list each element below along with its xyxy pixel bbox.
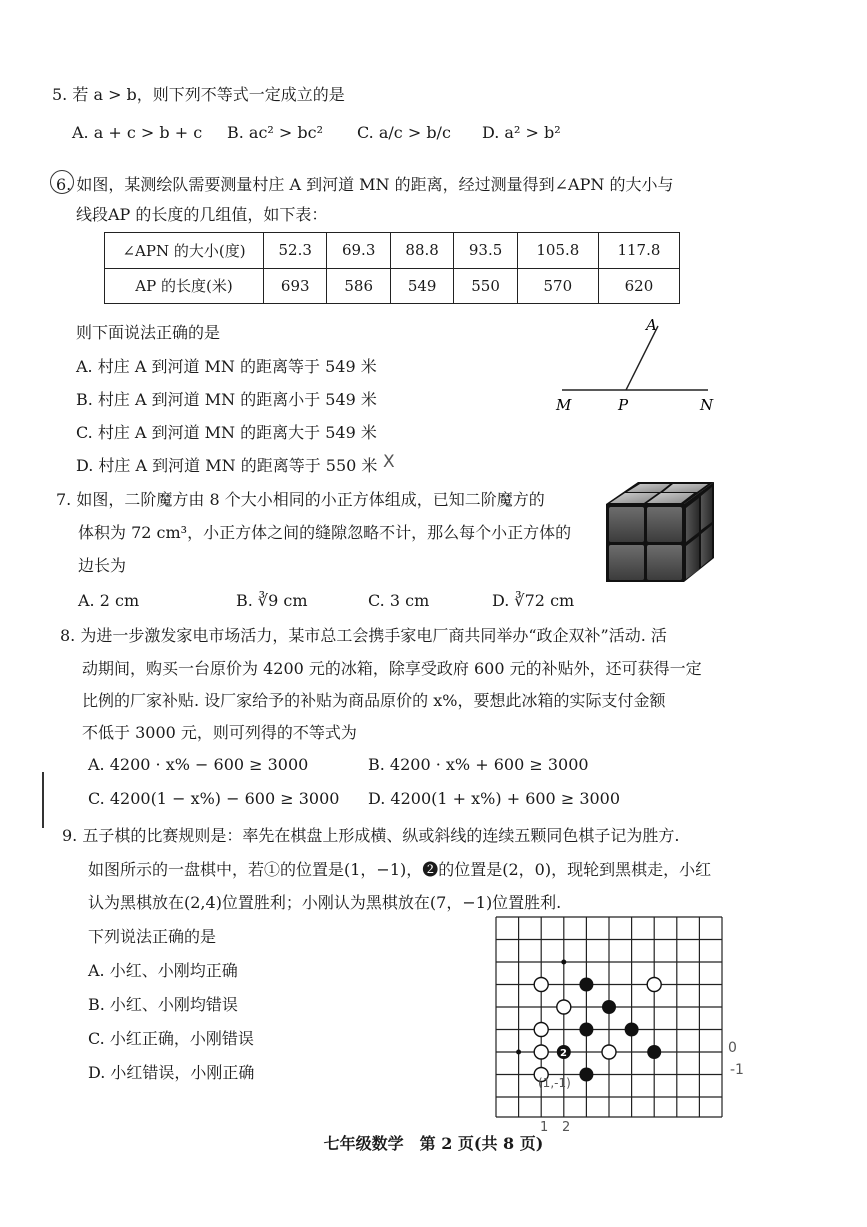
q5-option-b[interactable]: B. ac² > bc² [227, 123, 324, 142]
page-footer: 七年级数学 第 2 页(共 8 页) [323, 1134, 544, 1153]
table-header-length: AP 的长度(米) [105, 268, 264, 304]
q9-option-d[interactable]: D. 小红错误，小刚正确 [88, 1063, 255, 1082]
table-cell: 88.8 [390, 233, 453, 269]
q8-line1: 8. 为进一步激发家电市场活力，某市总工会携手家电厂商共同举办“政企双补”活动. 活 [60, 626, 667, 645]
q7-option-c[interactable]: C. 3 cm [368, 591, 430, 610]
q9-question: 下列说法正确的是 [88, 927, 217, 946]
q5-stem: 5. 若 a > b，则下列不等式一定成立的是 [52, 85, 345, 104]
q7-line2: 体积为 72 cm³，小正方体之间的缝隙忽略不计，那么每个小正方体的 [78, 523, 572, 542]
black-stone [579, 1023, 593, 1037]
q5-option-a[interactable]: A. a + c > b + c [72, 123, 203, 142]
white-stone [534, 1045, 548, 1059]
white-stone [602, 1045, 616, 1059]
black-stone [579, 978, 593, 992]
margin-pen-line [42, 772, 44, 828]
q9-option-b[interactable]: B. 小红、小刚均错误 [88, 995, 238, 1014]
table-cell: 586 [327, 268, 390, 304]
q6-data-table [104, 232, 680, 304]
table-cell: 550 [454, 268, 517, 304]
table-cell: 620 [598, 268, 679, 304]
q6-option-c[interactable]: C. 村庄 A 到河道 MN 的距离大于 549 米 [76, 423, 377, 442]
black-stone [602, 1000, 616, 1014]
white-stone [557, 1000, 571, 1014]
q9-option-c[interactable]: C. 小红正确，小刚错误 [88, 1029, 254, 1048]
q6-stem-line2: 线段AP 的长度的几组值，如下表： [76, 205, 328, 224]
handwritten-axis-mark: 1 [540, 1120, 549, 1135]
q8-line3: 比例的厂家补贴. 设厂家给予的补贴为商品原价的 x%，要想此冰箱的实际支付金额 [82, 691, 666, 710]
table-cell: 69.3 [327, 233, 390, 269]
q8-option-b[interactable]: B. 4200 · x% + 600 ≥ 3000 [368, 755, 589, 774]
label-n: N [700, 396, 714, 414]
q9-line3: 认为黑棋放在(2,4)位置胜利；小刚认为黑棋放在(7，−1)位置胜利. [88, 893, 562, 912]
q6-question: 则下面说法正确的是 [76, 323, 221, 342]
table-cell: 105.8 [517, 233, 598, 269]
q8-option-c[interactable]: C. 4200(1 − x%) − 600 ≥ 3000 [88, 789, 340, 808]
q6-option-a[interactable]: A. 村庄 A 到河道 MN 的距离等于 549 米 [76, 357, 377, 376]
board-grid [496, 917, 722, 1117]
white-stone [534, 978, 548, 992]
white-stone [534, 1023, 548, 1037]
q6-option-d[interactable]: D. 村庄 A 到河道 MN 的距离等于 550 米 [76, 456, 378, 475]
black-stone [579, 1068, 593, 1082]
q7-option-d[interactable]: D. ∛72 cm [492, 591, 575, 610]
black-stone [625, 1023, 639, 1037]
pen-cross-mark: X [383, 452, 395, 472]
q6-river-figure [548, 316, 728, 416]
label-p: P [618, 396, 629, 414]
handwritten-axis-mark: 0 [728, 1040, 737, 1056]
table-cell: 549 [390, 268, 453, 304]
black-stone [647, 1045, 661, 1059]
table-cell: 117.8 [598, 233, 679, 269]
q7-line1: 7. 如图，二阶魔方由 8 个大小相同的小正方体组成，已知二阶魔方的 [56, 490, 545, 509]
gomoku-board [494, 915, 724, 1119]
q5-option-c[interactable]: C. a/c > b/c [357, 123, 451, 142]
q7-line3: 边长为 [78, 556, 127, 575]
table-cell: 570 [517, 268, 598, 304]
q6-stem-line1: 6. 如图，某测绘队需要测量村庄 A 到河道 MN 的距离，经过测量得到∠APN 的大小与 [56, 175, 674, 194]
handwritten-coord-note: (1,-1) [538, 1076, 571, 1090]
q5-option-d[interactable]: D. a² > b² [482, 123, 561, 142]
q7-option-a[interactable]: A. 2 cm [78, 591, 140, 610]
table-cell: 93.5 [454, 233, 517, 269]
handwritten-axis-mark: 2 [562, 1120, 571, 1135]
table-cell: 693 [264, 268, 327, 304]
board-stones [516, 960, 661, 1082]
q6-option-b[interactable]: B. 村庄 A 到河道 MN 的距离小于 549 米 [76, 390, 377, 409]
marker-dot [516, 1050, 521, 1055]
stone-number: 2 [560, 1048, 567, 1059]
table-cell: 52.3 [264, 233, 327, 269]
q7-option-b[interactable]: B. ∛9 cm [236, 591, 308, 610]
q9-line2: 如图所示的一盘棋中，若①的位置是(1，−1)，❷的位置是(2，0)，现轮到黑棋走，小红 [88, 860, 712, 879]
q8-option-d[interactable]: D. 4200(1 + x%) + 600 ≥ 3000 [368, 789, 621, 808]
label-m: M [556, 396, 572, 414]
q9-line1: 9. 五子棋的比赛规则是：率先在棋盘上形成横、纵或斜线的连续五颗同色棋子记为胜方. [62, 826, 680, 845]
marker-dot [561, 960, 566, 965]
rubiks-cube-image [604, 478, 716, 584]
white-stone [647, 978, 661, 992]
q8-line2: 动期间，购买一台原价为 4200 元的冰箱，除享受政府 600 元的补贴外，还可获得一定 [82, 659, 702, 678]
table-row [105, 233, 680, 269]
q9-option-a[interactable]: A. 小红、小刚均正确 [88, 961, 238, 980]
label-a: A [646, 316, 657, 334]
table-row [105, 268, 680, 304]
handwritten-axis-mark: -1 [730, 1062, 744, 1078]
q8-option-a[interactable]: A. 4200 · x% − 600 ≥ 3000 [88, 755, 309, 774]
q8-line4: 不低于 3000 元，则可列得的不等式为 [82, 723, 357, 742]
segment-ap [626, 326, 658, 390]
table-header-angle: ∠APN 的大小(度) [105, 233, 264, 269]
